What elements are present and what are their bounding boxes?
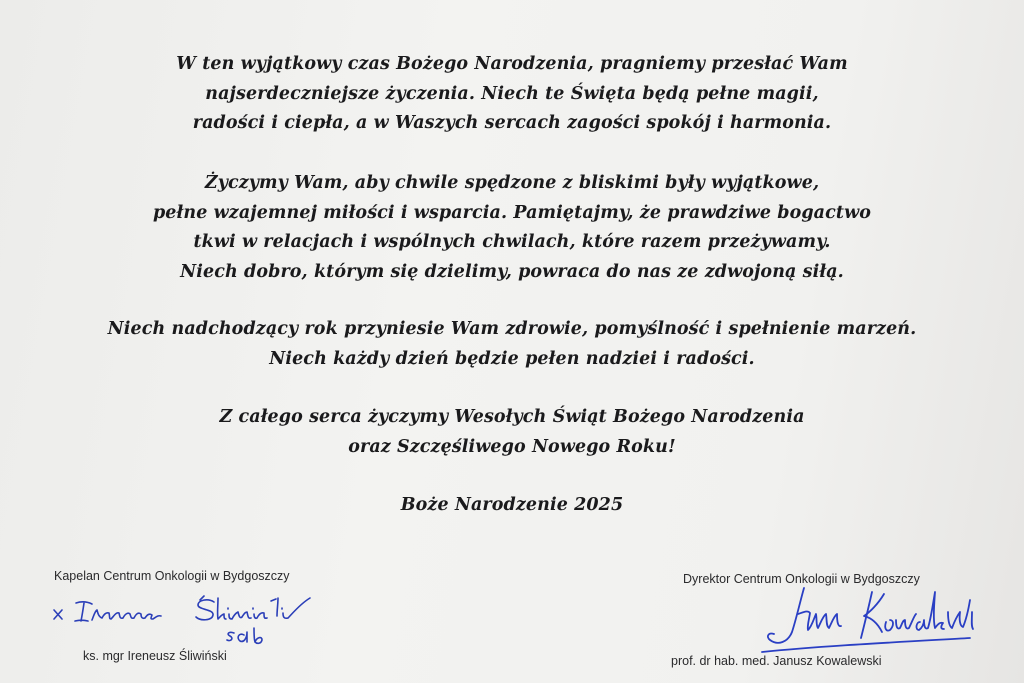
letter-line: Niech każdy dzień będzie pełen nadziei i radości. — [269, 348, 755, 369]
signer-title: Dyrektor Centrum Onkologii w Bydgoszczy — [683, 572, 920, 586]
signer-name: ks. mgr Ireneusz Śliwiński — [83, 649, 227, 663]
letter-line: Niech dobro, którym się dzielimy, powraca do nas ze zdwojoną siłą. — [180, 261, 844, 282]
paragraph-date — [0, 491, 1024, 521]
signer-title: Kapelan Centrum Onkologii w Bydgoszczy — [54, 569, 290, 583]
signer-name: prof. dr hab. med. Janusz Kowalewski — [671, 654, 882, 668]
letter-line: radości i ciepła, a w Waszych sercach zagości spokój i harmonia. — [192, 113, 832, 133]
paragraph-1 — [0, 50, 1024, 139]
paragraph-2 — [0, 169, 1024, 287]
letter-line: najserdeczniejsze życzenia. Niech te Święta będą pełne magii, — [205, 83, 819, 104]
handwritten-signature-right — [760, 582, 980, 662]
letter-line: Życzymy Wam, aby chwile spędzone z bliskimi były wyjątkowe, — [204, 173, 820, 193]
letter-line: oraz Szczęśliwego Nowego Roku! — [348, 436, 676, 457]
letter-line: pełne wzajemnej miłości i wsparcia. Pamiętajmy, że prawdziwe bogactwo — [152, 202, 872, 223]
date-line: Boże Narodzenie 2025 — [400, 495, 624, 515]
letter-line: tkwi w relacjach i wspólnych chwilach, które razem przeżywamy. — [193, 232, 831, 252]
letter-line: W ten wyjątkowy czas Bożego Narodzenia, pragniemy przesłać Wam — [176, 54, 848, 74]
paragraph-3 — [0, 315, 1024, 374]
letter-line: Niech nadchodzący rok przyniesie Wam zdrowie, pomyślność i spełnienie marzeń. — [107, 319, 917, 339]
handwritten-signature-left — [48, 588, 328, 650]
letter-line: Z całego serca życzymy Wesołych Świąt Bożego Narodzenia — [219, 407, 805, 427]
paragraph-4 — [0, 403, 1024, 462]
